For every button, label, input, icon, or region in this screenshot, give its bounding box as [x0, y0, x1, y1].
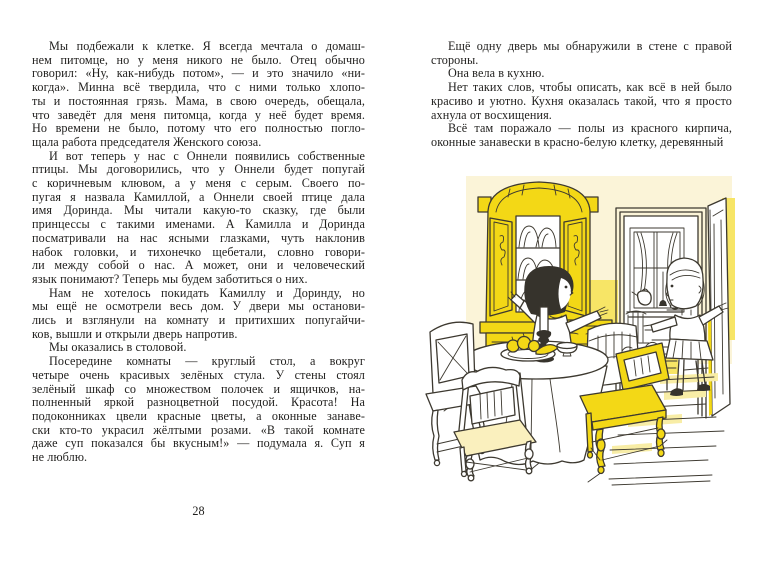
paragraph	[32, 150, 365, 287]
paragraph	[431, 67, 732, 81]
text-line: говорил: «Ну, как-нибудь потом», — и это значило «ни-	[32, 66, 365, 81]
text-line: И вот теперь у нас с Оннели появились собственные	[49, 148, 365, 163]
text-line: Но времени не было, потому что его полностью погло-	[32, 121, 365, 136]
text-line: с коричневым клювом, а у меня с серым. Своего по-	[32, 176, 365, 191]
text-line: лись и взглянули на комнату и притихших попугайчи-	[32, 313, 365, 328]
text-line: ски кто-то украсил жёлтыми розами. «В такой комнате	[32, 422, 365, 437]
text-line: ков, вышли и открыли дверь напротив.	[32, 326, 238, 341]
text-line: не люблю.	[32, 450, 88, 465]
text-line: Мы оказались в столовой.	[49, 340, 187, 355]
text-line: подоконниках цвели красные цветы, а оконные занаве-	[32, 408, 365, 423]
text-line: оконные занавески в красно-белую клетку, деревянный	[431, 134, 724, 149]
paragraph	[32, 341, 365, 355]
text-line: Всё там поражало — полы из красного кирпича,	[448, 121, 732, 136]
paragraph	[431, 81, 732, 122]
right-page-text	[431, 40, 732, 150]
text-line: принцессы с такими именами. А Камилла и Доринда	[32, 217, 365, 232]
text-line: стороны.	[431, 52, 479, 67]
text-line: мы ещё не осмотрели весь дом. У двери мы останови-	[32, 299, 365, 314]
text-line: когда». Минна всё твердила, что с ними только хлопо-	[32, 80, 365, 95]
paragraph	[32, 287, 365, 342]
text-line: красиво и уютно. Кухня оказалась такой, что я просто	[431, 93, 732, 108]
text-line: даже суп показался бы вкусным!» — подумала я. Суп я	[32, 436, 365, 451]
dining-room-illustration	[420, 164, 765, 512]
text-line: имя Доринда. Мы читали какую-то сказку, где были	[32, 203, 365, 218]
left-page-text	[32, 40, 365, 465]
text-line: Мы подбежали к клетке. Я всегда мечтала о домаш-	[49, 39, 365, 53]
text-line: посматривали на нас ясными глазками, чуть наклонив	[32, 230, 365, 245]
paragraph	[431, 40, 732, 67]
text-line: Нет таких слов, чтобы описать, как всё в ней было	[448, 80, 732, 95]
text-line: четыре очень красивых зелёных стула. У стены стоял	[32, 367, 365, 382]
paragraph	[431, 122, 732, 149]
text-line: Посередине комнаты — круглый стол, а вокруг	[49, 354, 365, 369]
text-line: ахнула от восхищения.	[431, 107, 552, 122]
paragraph	[32, 40, 365, 150]
text-line: птицы. Мы договорились, что у Оннели будет попугай	[32, 162, 365, 177]
text-line: набок головки, и тихонечко щебетали, словно говори-	[32, 244, 365, 259]
text-line: ли между собой о нас. А может, они и человеческий	[32, 258, 365, 273]
page-number: 28	[192, 504, 205, 518]
text-line: щала работа председателя Женского союза.	[32, 134, 262, 149]
text-line: язык понимают? Теперь мы будем заботиться о них.	[32, 271, 308, 286]
text-line: зелёный шкаф со множеством полочек и ящичков, на-	[32, 381, 365, 396]
paragraph	[32, 355, 365, 465]
text-line: Она вела в кухню.	[448, 66, 545, 81]
text-line: Нам не хотелось покидать Камиллу и Доринду, но	[49, 285, 365, 300]
text-line: полненный яркой разноцветной посудой. Красота! На	[32, 395, 365, 410]
text-line: пугая я назвала Камиллой, а Оннели своей птице дала	[32, 189, 365, 204]
text-line: что заведёт для меня питомца, когда у неё будет время.	[32, 107, 365, 122]
text-line: ты и постоянная грязь. Мама, в свою очередь, обещала,	[32, 93, 365, 108]
text-line: нем питомце, но у меня никого не было. Отец обычно	[32, 52, 365, 67]
text-line: Ещё одну дверь мы обнаружили в стене с правой	[448, 39, 732, 53]
